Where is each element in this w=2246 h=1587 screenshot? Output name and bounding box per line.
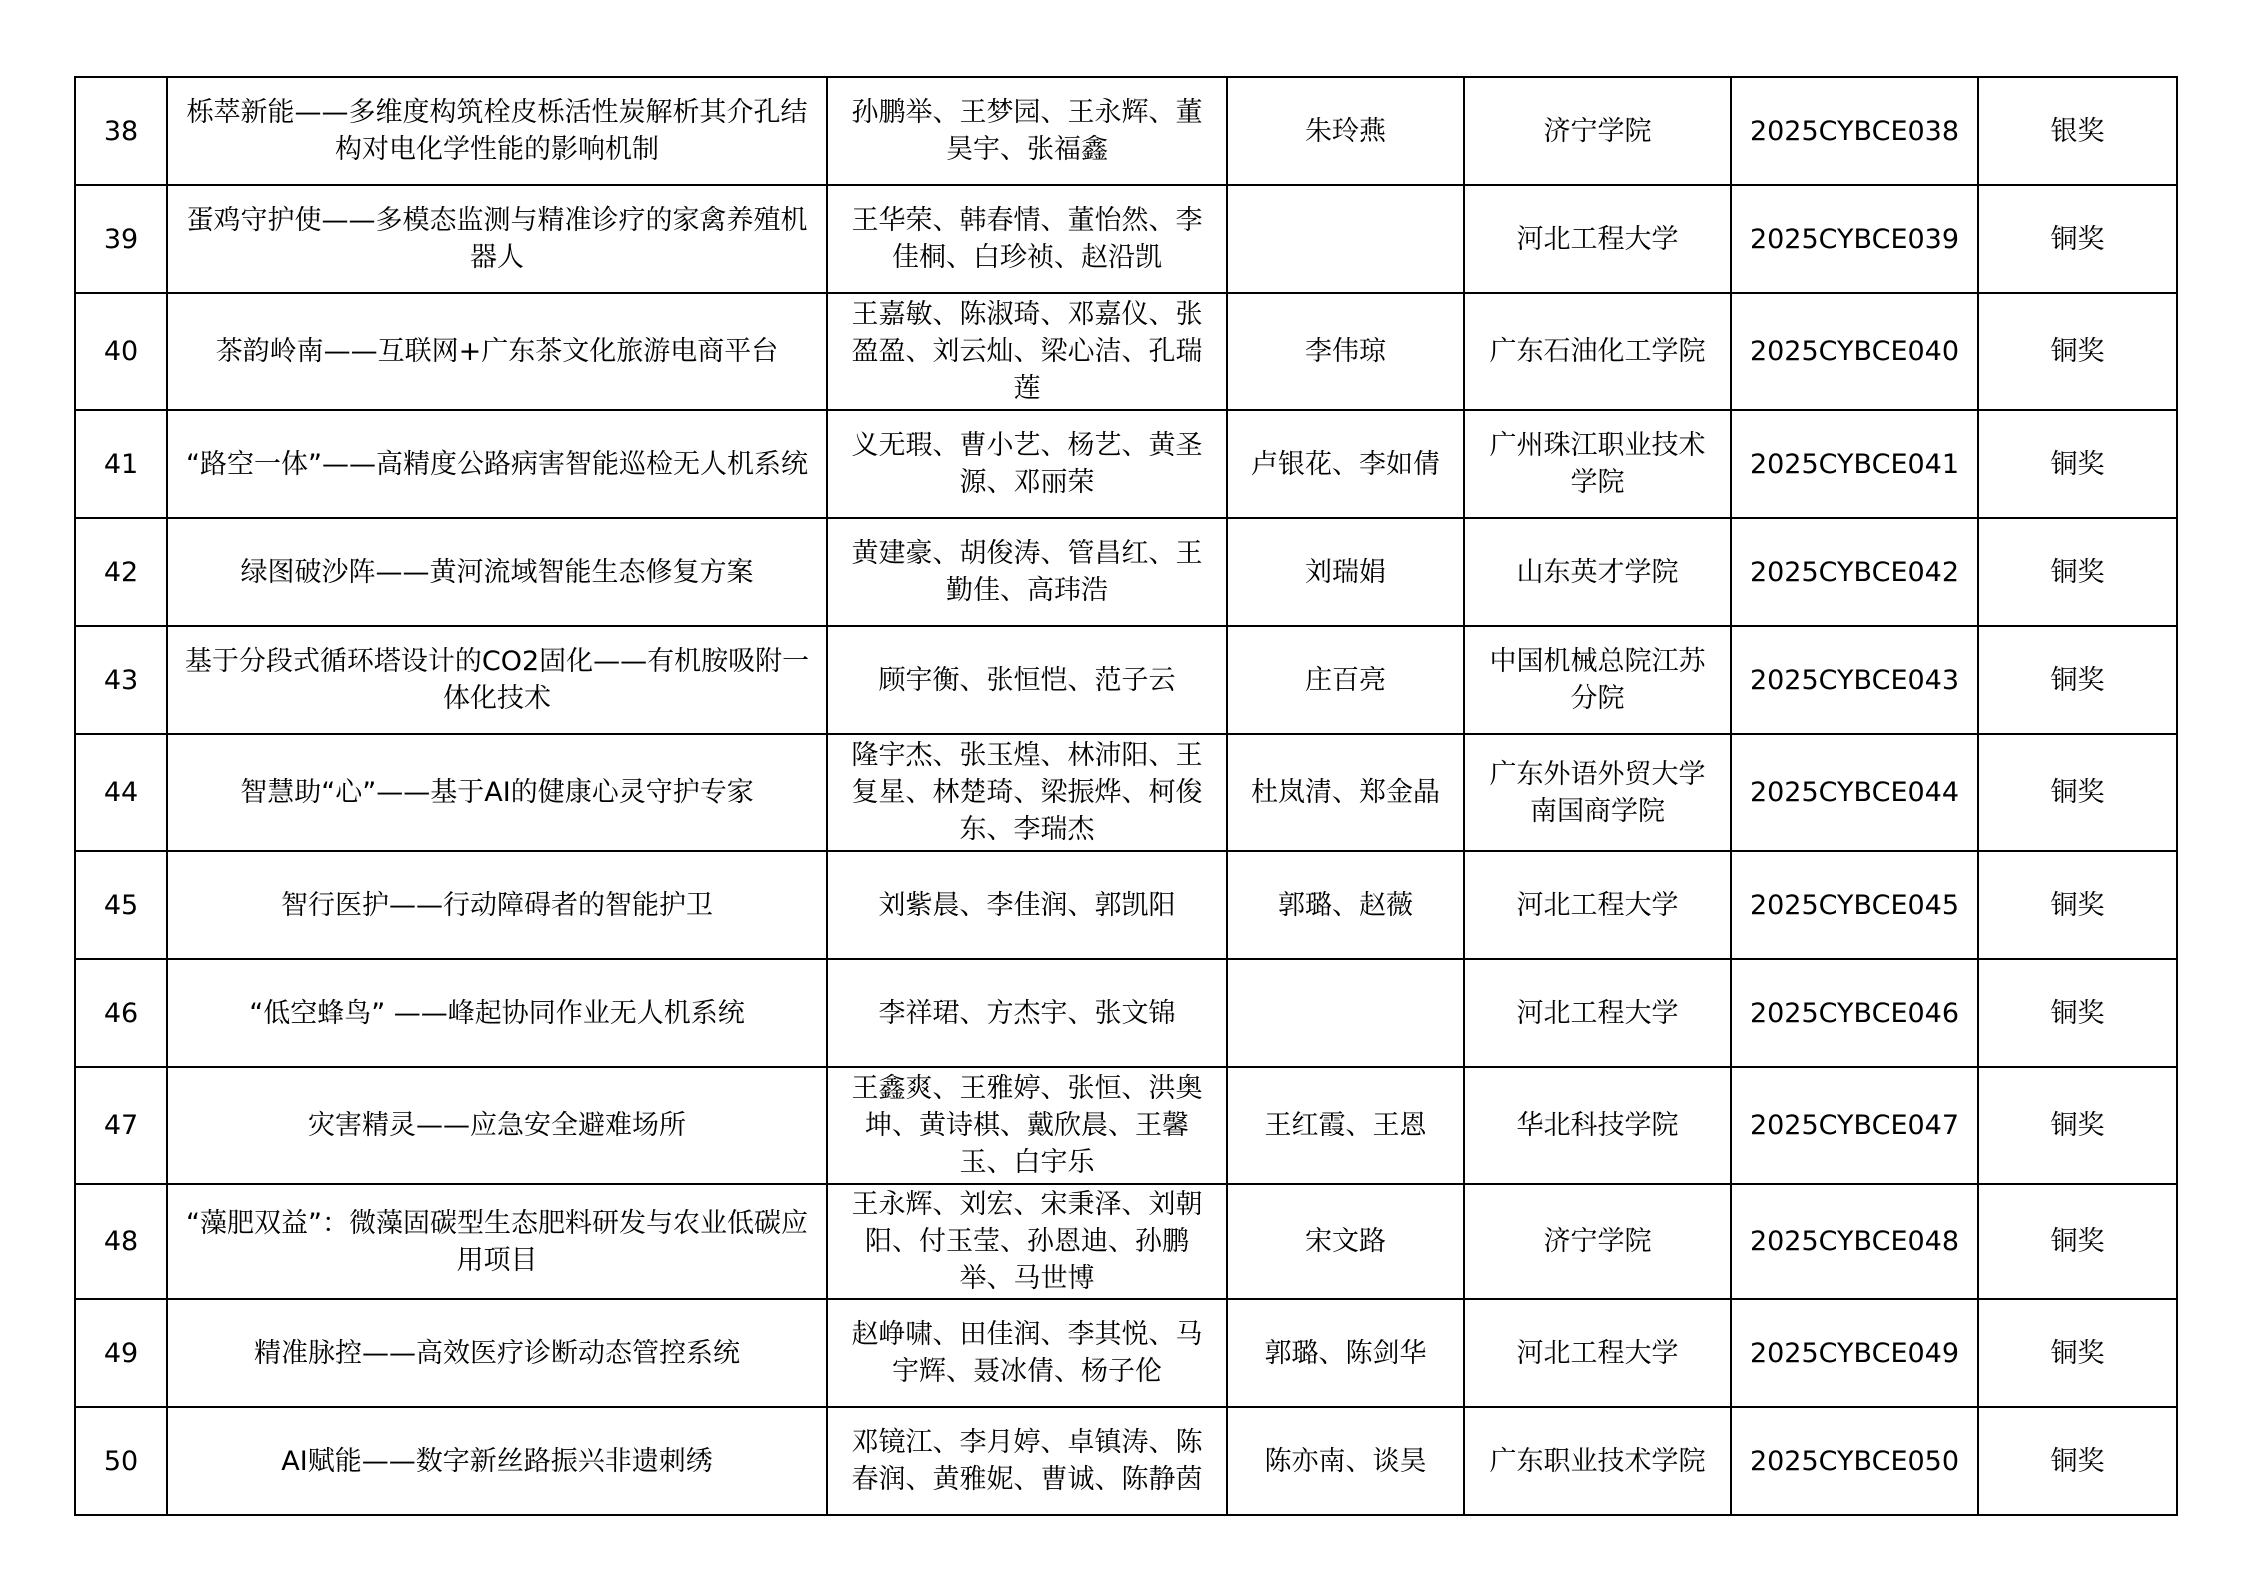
table-row xyxy=(75,626,2177,734)
team-members-cell: 王华荣、韩春情、董怡然、李佳桐、白珍祯、赵沿凯 xyxy=(827,185,1227,293)
advisor-cell: 宋文路 xyxy=(1227,1184,1464,1299)
table-row xyxy=(75,293,2177,410)
team-members-cell: 刘紫晨、李佳润、郭凯阳 xyxy=(827,851,1227,959)
advisor-cell: 庄百亮 xyxy=(1227,626,1464,734)
seq-cell: 38 xyxy=(75,77,167,185)
school-cell: 济宁学院 xyxy=(1464,1184,1731,1299)
school-cell: 广东外语外贸大学南国商学院 xyxy=(1464,734,1731,851)
award-cell: 铜奖 xyxy=(1978,518,2177,626)
project-code-cell: 2025CYBCE050 xyxy=(1731,1407,1978,1515)
project-code-cell: 2025CYBCE048 xyxy=(1731,1184,1978,1299)
seq-cell: 44 xyxy=(75,734,167,851)
seq-cell: 49 xyxy=(75,1299,167,1407)
award-cell: 铜奖 xyxy=(1978,410,2177,518)
project-name-cell: 智慧助“心”——基于AI的健康心灵守护专家 xyxy=(167,734,827,851)
table-row xyxy=(75,518,2177,626)
seq-cell: 42 xyxy=(75,518,167,626)
seq-cell: 45 xyxy=(75,851,167,959)
project-name-cell: “藻肥双益”：微藻固碳型生态肥料研发与农业低碳应用项目 xyxy=(167,1184,827,1299)
seq-cell: 46 xyxy=(75,959,167,1067)
school-cell: 河北工程大学 xyxy=(1464,959,1731,1067)
project-code-cell: 2025CYBCE043 xyxy=(1731,626,1978,734)
award-cell: 铜奖 xyxy=(1978,1407,2177,1515)
project-code-cell: 2025CYBCE046 xyxy=(1731,959,1978,1067)
project-code-cell: 2025CYBCE047 xyxy=(1731,1067,1978,1184)
team-members-cell: 王嘉敏、陈淑琦、邓嘉仪、张盈盈、刘云灿、梁心洁、孔瑞莲 xyxy=(827,293,1227,410)
advisor-cell xyxy=(1227,185,1464,293)
school-cell: 华北科技学院 xyxy=(1464,1067,1731,1184)
school-cell: 济宁学院 xyxy=(1464,77,1731,185)
table-row xyxy=(75,1299,2177,1407)
seq-cell: 47 xyxy=(75,1067,167,1184)
school-cell: 河北工程大学 xyxy=(1464,1299,1731,1407)
table-row xyxy=(75,734,2177,851)
team-members-cell: 黄建豪、胡俊涛、管昌红、王勤佳、高玮浩 xyxy=(827,518,1227,626)
award-cell: 铜奖 xyxy=(1978,734,2177,851)
award-cell: 铜奖 xyxy=(1978,1067,2177,1184)
team-members-cell: 邓镜江、李月婷、卓镇涛、陈春润、黄雅妮、曹诚、陈静茵 xyxy=(827,1407,1227,1515)
team-members-cell: 顾宇衡、张恒恺、范子云 xyxy=(827,626,1227,734)
project-code-cell: 2025CYBCE038 xyxy=(1731,77,1978,185)
advisor-cell: 李伟琼 xyxy=(1227,293,1464,410)
project-name-cell: 基于分段式循环塔设计的CO2固化——有机胺吸附一体化技术 xyxy=(167,626,827,734)
advisor-cell xyxy=(1227,959,1464,1067)
award-cell: 铜奖 xyxy=(1978,1299,2177,1407)
award-cell: 铜奖 xyxy=(1978,1184,2177,1299)
table-row xyxy=(75,185,2177,293)
project-name-cell: 蛋鸡守护使——多模态监测与精准诊疗的家禽养殖机器人 xyxy=(167,185,827,293)
table-row xyxy=(75,410,2177,518)
award-cell: 铜奖 xyxy=(1978,293,2177,410)
team-members-cell: 王鑫爽、王雅婷、张恒、洪奥坤、黄诗棋、戴欣晨、王馨玉、白宇乐 xyxy=(827,1067,1227,1184)
project-name-cell: 栎萃新能——多维度构筑栓皮栎活性炭解析其介孔结构对电化学性能的影响机制 xyxy=(167,77,827,185)
school-cell: 河北工程大学 xyxy=(1464,185,1731,293)
advisor-cell: 朱玲燕 xyxy=(1227,77,1464,185)
team-members-cell: 义无瑕、曹小艺、杨艺、黄圣源、邓丽荣 xyxy=(827,410,1227,518)
advisor-cell: 刘瑞娟 xyxy=(1227,518,1464,626)
school-cell: 广州珠江职业技术学院 xyxy=(1464,410,1731,518)
seq-cell: 40 xyxy=(75,293,167,410)
school-cell: 中国机械总院江苏分院 xyxy=(1464,626,1731,734)
project-name-cell: AI赋能——数字新丝路振兴非遗刺绣 xyxy=(167,1407,827,1515)
project-code-cell: 2025CYBCE040 xyxy=(1731,293,1978,410)
advisor-cell: 杜岚清、郑金晶 xyxy=(1227,734,1464,851)
advisor-cell: 郭璐、赵薇 xyxy=(1227,851,1464,959)
team-members-cell: 孙鹏举、王梦园、王永辉、董昊宇、张福鑫 xyxy=(827,77,1227,185)
team-members-cell: 李祥珺、方杰宇、张文锦 xyxy=(827,959,1227,1067)
project-name-cell: 茶韵岭南——互联网+广东茶文化旅游电商平台 xyxy=(167,293,827,410)
school-cell: 河北工程大学 xyxy=(1464,851,1731,959)
table-body xyxy=(75,77,2177,1515)
award-cell: 铜奖 xyxy=(1978,185,2177,293)
project-name-cell: 绿图破沙阵——黄河流域智能生态修复方案 xyxy=(167,518,827,626)
advisor-cell: 王红霞、王恩 xyxy=(1227,1067,1464,1184)
table-row xyxy=(75,1067,2177,1184)
project-code-cell: 2025CYBCE049 xyxy=(1731,1299,1978,1407)
seq-cell: 39 xyxy=(75,185,167,293)
table-row xyxy=(75,959,2177,1067)
award-cell: 铜奖 xyxy=(1978,959,2177,1067)
advisor-cell: 郭璐、陈剑华 xyxy=(1227,1299,1464,1407)
school-cell: 广东职业技术学院 xyxy=(1464,1407,1731,1515)
project-name-cell: 智行医护——行动障碍者的智能护卫 xyxy=(167,851,827,959)
table-row xyxy=(75,1184,2177,1299)
project-code-cell: 2025CYBCE044 xyxy=(1731,734,1978,851)
project-name-cell: “低空蜂鸟” ——峰起协同作业无人机系统 xyxy=(167,959,827,1067)
table-row xyxy=(75,1407,2177,1515)
school-cell: 广东石油化工学院 xyxy=(1464,293,1731,410)
award-cell: 铜奖 xyxy=(1978,626,2177,734)
table-row xyxy=(75,77,2177,185)
seq-cell: 43 xyxy=(75,626,167,734)
award-cell: 铜奖 xyxy=(1978,851,2177,959)
school-cell: 山东英才学院 xyxy=(1464,518,1731,626)
team-members-cell: 王永辉、刘宏、宋秉泽、刘朝阳、付玉莹、孙恩迪、孙鹏举、马世博 xyxy=(827,1184,1227,1299)
project-name-cell: 精准脉控——高效医疗诊断动态管控系统 xyxy=(167,1299,827,1407)
project-code-cell: 2025CYBCE045 xyxy=(1731,851,1978,959)
table-row xyxy=(75,851,2177,959)
project-code-cell: 2025CYBCE042 xyxy=(1731,518,1978,626)
team-members-cell: 赵峥啸、田佳润、李其悦、马宇辉、聂冰倩、杨子伦 xyxy=(827,1299,1227,1407)
team-members-cell: 隆宇杰、张玉煌、林沛阳、王复星、林楚琦、梁振烨、柯俊东、李瑞杰 xyxy=(827,734,1227,851)
project-code-cell: 2025CYBCE041 xyxy=(1731,410,1978,518)
seq-cell: 41 xyxy=(75,410,167,518)
project-code-cell: 2025CYBCE039 xyxy=(1731,185,1978,293)
seq-cell: 48 xyxy=(75,1184,167,1299)
award-cell: 银奖 xyxy=(1978,77,2177,185)
seq-cell: 50 xyxy=(75,1407,167,1515)
project-name-cell: “路空一体”——高精度公路病害智能巡检无人机系统 xyxy=(167,410,827,518)
advisor-cell: 陈亦南、谈昊 xyxy=(1227,1407,1464,1515)
project-name-cell: 灾害精灵——应急安全避难场所 xyxy=(167,1067,827,1184)
advisor-cell: 卢银花、李如倩 xyxy=(1227,410,1464,518)
award-table xyxy=(74,76,2178,1516)
